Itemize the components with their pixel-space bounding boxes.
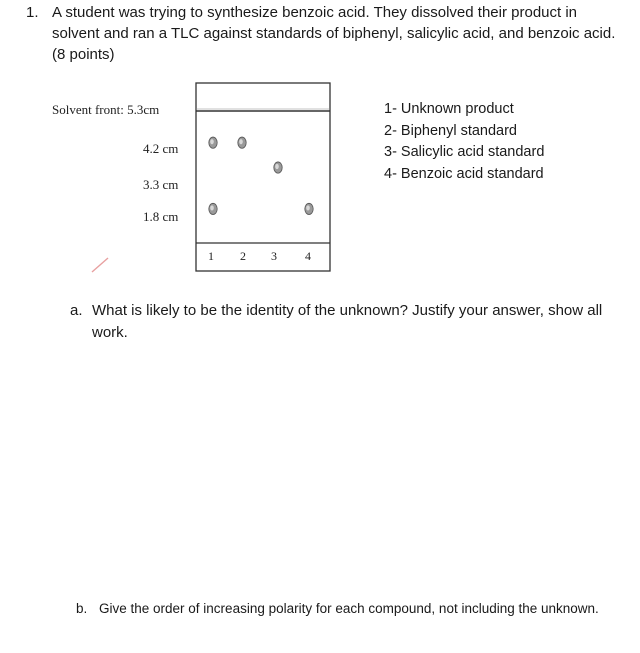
solvent-front-label: Solvent front: 5.3cm [52,102,160,117]
tlc-spot-highlight-2 [239,139,243,144]
distance-label-4-2: 4.2 cm [143,141,179,156]
question-number: 1. [26,4,39,21]
distance-label-3-3: 3.3 cm [143,177,179,192]
part-a-text: What is likely to be the identity of the unknown? Justify your answer, show all work. [92,302,603,341]
tlc-legend [384,99,544,185]
lane-number-2: 2 [240,249,246,263]
part-a-letter: a. [70,302,83,319]
tlc-spots [209,137,313,214]
legend-item-salicylic: 3- Salicylic acid standard [384,144,545,160]
legend-item-unknown: 1- Unknown product [384,101,514,117]
part-b-text: Give the order of increasing polarity for each compound, not including the unknown. [99,601,599,616]
legend-item-benzoic: 4- Benzoic acid standard [384,165,544,182]
question-text: A student was trying to synthesize benzoic acid. They dissolved their product in solvent and ran a TLC against standards of biphenyl, salicylic acid, and benzoic acid. (8 points) [52,4,616,63]
lane-number-4: 4 [305,249,311,263]
lane-numbers [208,249,311,263]
tlc-spot-highlight-1 [210,205,214,210]
tlc-spot-highlight-3 [275,164,279,169]
part-b-letter: b. [76,601,88,616]
lane-number-3: 3 [271,249,277,263]
pencil-tick-mark [92,258,108,272]
legend-item-biphenyl: 2- Biphenyl standard [384,122,517,139]
tlc-spot-highlight-4 [306,205,310,210]
tlc-spot-highlight-0 [210,139,214,144]
lane-number-1: 1 [208,249,214,263]
distance-label-1-8: 1.8 cm [143,209,179,224]
